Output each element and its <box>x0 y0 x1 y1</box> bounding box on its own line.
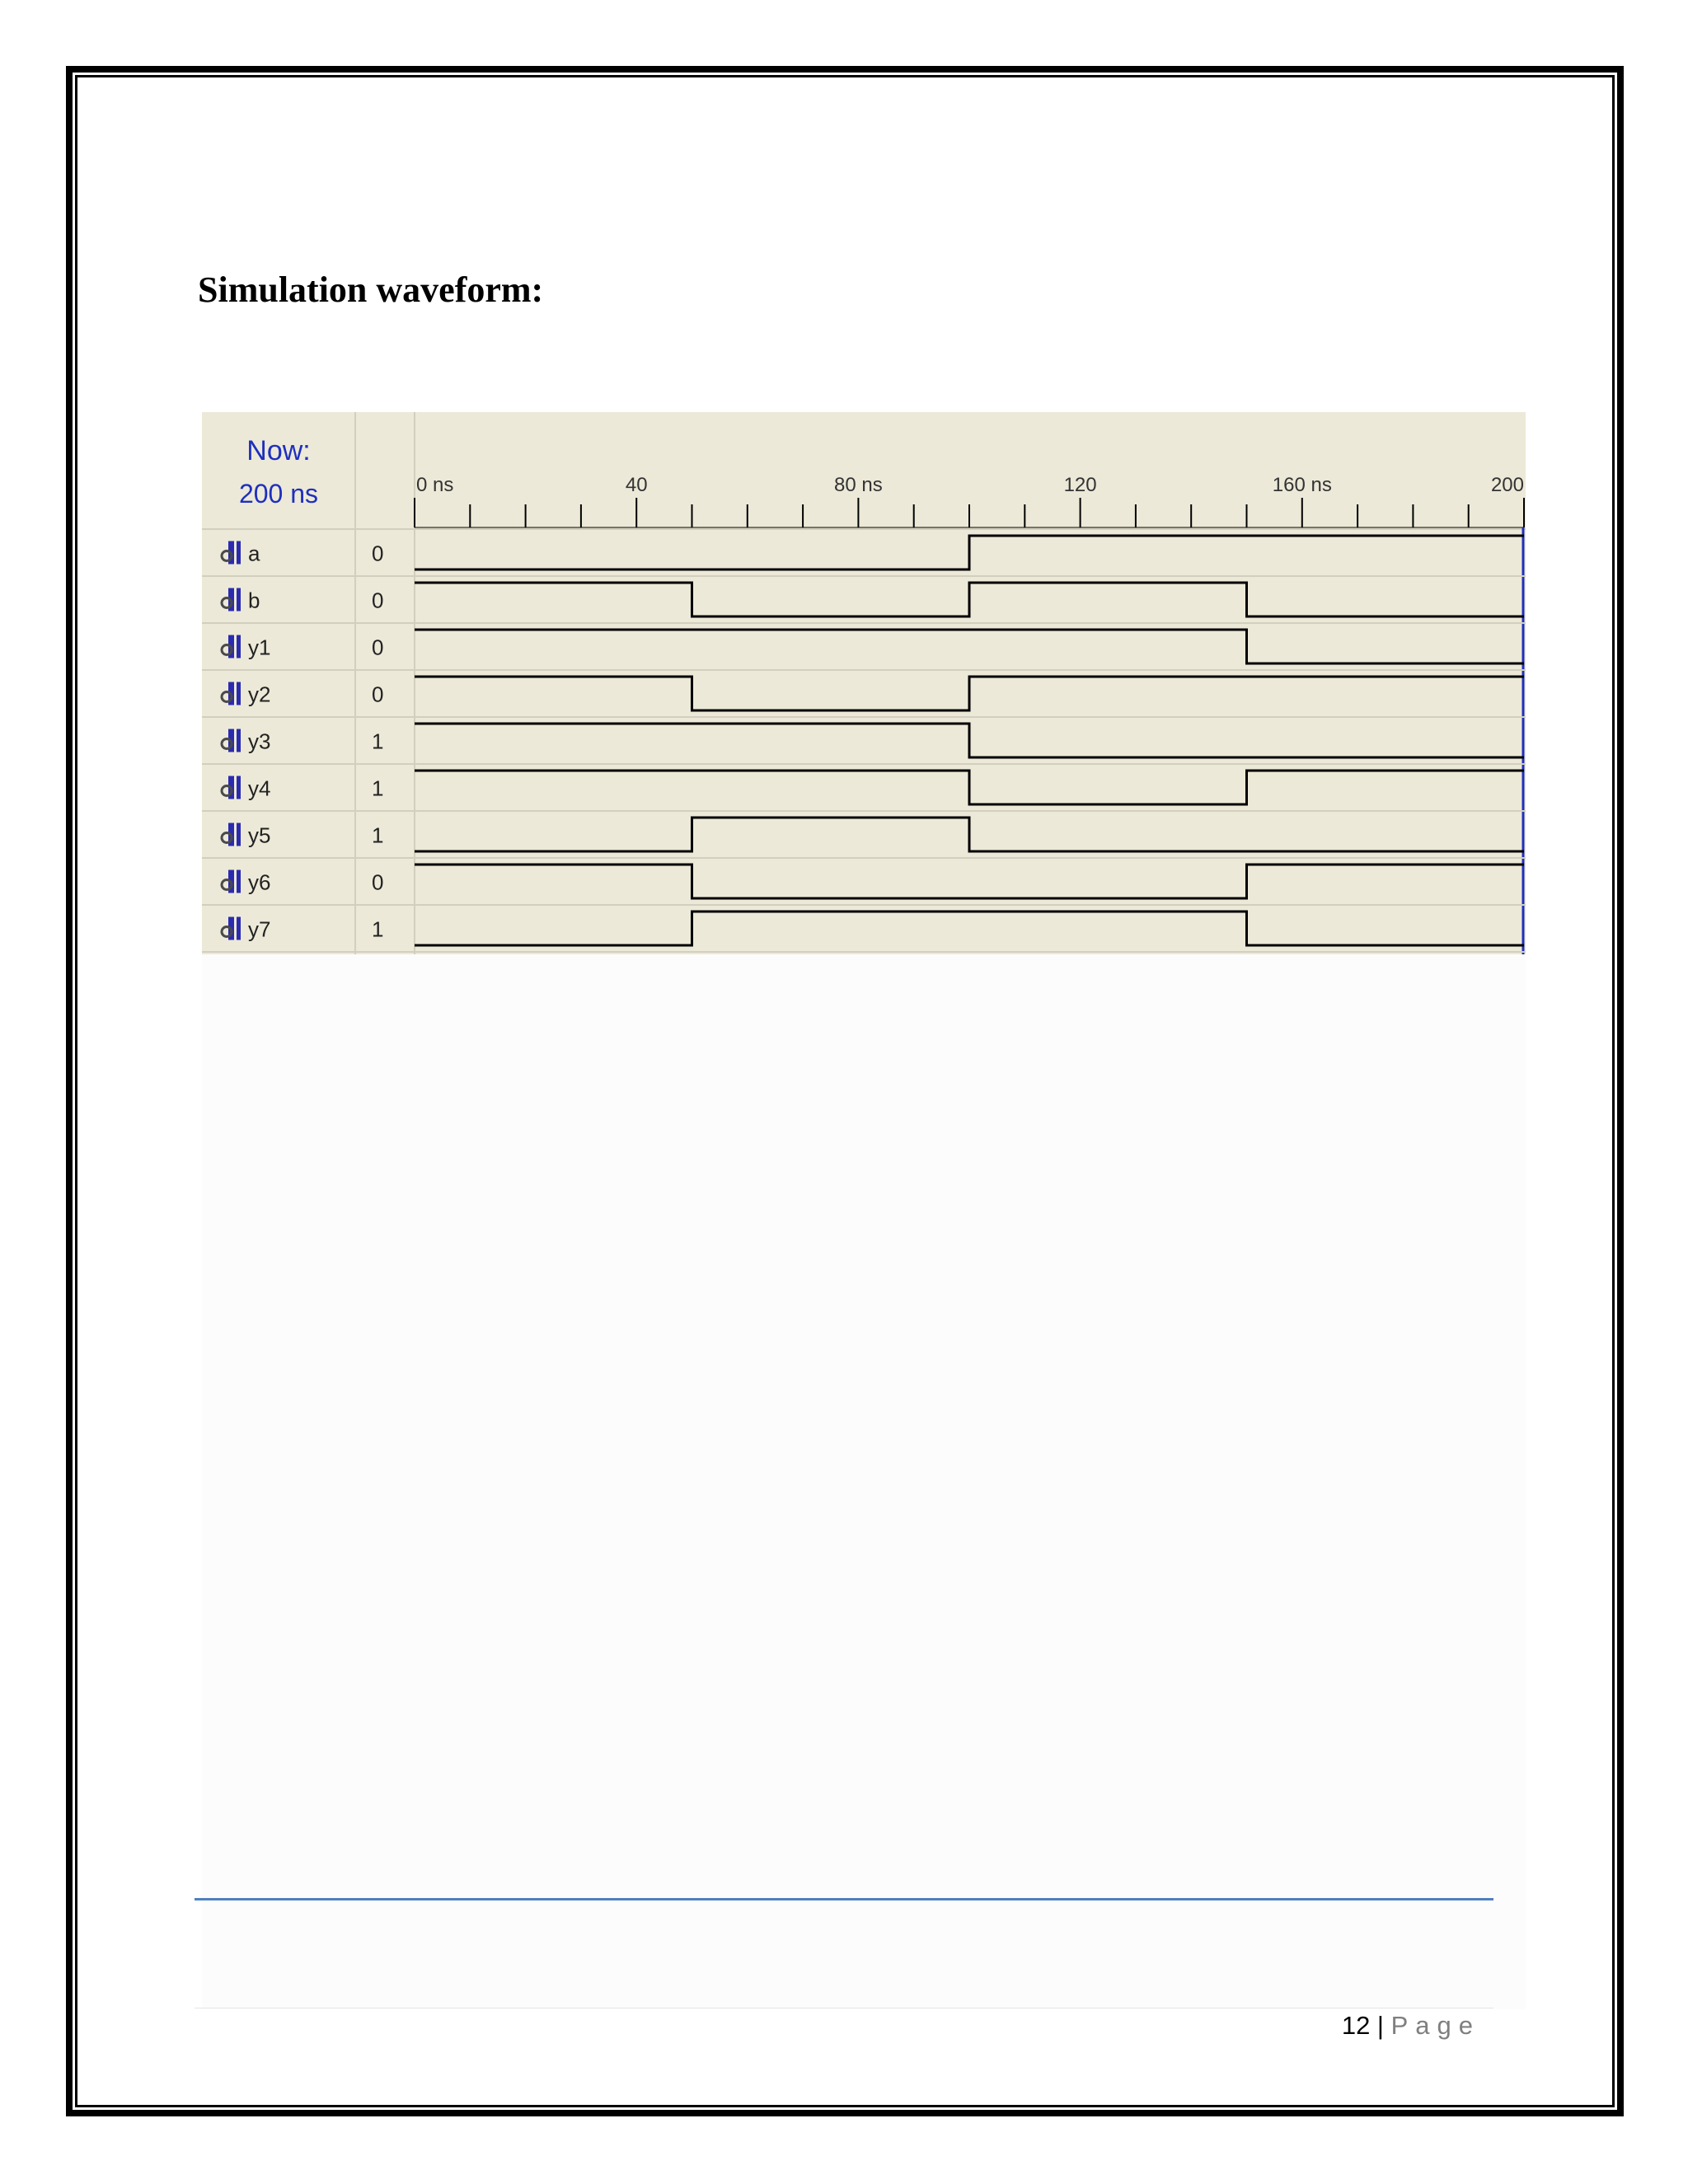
signal-name: a <box>248 541 260 566</box>
now-value: 200 ns <box>238 479 319 509</box>
footer-rule <box>195 1898 1493 1900</box>
page-number: 12 <box>1341 2011 1371 2040</box>
signal-waveform <box>415 630 1524 663</box>
signal-value: 0 <box>372 588 384 613</box>
signal-name: y3 <box>248 729 271 754</box>
time-tick-label: 160 ns <box>1272 474 1332 496</box>
section-heading: Simulation waveform: <box>198 269 544 310</box>
signal-value: 0 <box>372 541 384 566</box>
time-tick-label: 200 <box>1490 474 1524 496</box>
signal-waveform <box>415 818 1524 851</box>
signal-value: 1 <box>372 823 384 848</box>
signal-waveform <box>415 583 1524 616</box>
signal-icon <box>222 870 241 893</box>
signal-waveform <box>415 724 1524 757</box>
signal-name: y6 <box>248 869 271 895</box>
signal-name: y7 <box>248 916 271 942</box>
signal-icon <box>222 776 241 799</box>
page-footer <box>1342 2011 1480 2041</box>
signal-name: y2 <box>248 682 271 707</box>
signal-waveform <box>415 536 1524 569</box>
waveform-empty-area <box>202 954 1526 2009</box>
page-word: Page <box>1390 2011 1480 2040</box>
signal-name: y4 <box>248 776 271 801</box>
page-separator: | <box>1370 2011 1391 2040</box>
now-label: Now: <box>246 435 311 466</box>
waveform-canvas <box>202 412 1526 954</box>
signal-value: 0 <box>372 682 384 707</box>
time-tick-label: 80 ns <box>834 474 883 496</box>
time-tick-label: 40 <box>625 474 648 496</box>
time-tick-label: 120 <box>1063 474 1097 496</box>
waveform-viewer <box>202 412 1526 954</box>
signal-waveform <box>415 771 1524 804</box>
signal-icon <box>222 823 241 846</box>
signal-value: 0 <box>372 869 384 895</box>
signal-waveform <box>415 677 1524 710</box>
signal-value: 1 <box>372 776 384 801</box>
signal-value: 0 <box>372 635 384 660</box>
signal-icon <box>222 588 241 612</box>
signal-waveform <box>415 912 1524 945</box>
signal-waveform <box>415 865 1524 898</box>
signal-value: 1 <box>372 916 384 942</box>
signal-name: b <box>248 588 260 613</box>
signal-icon <box>222 917 241 940</box>
signal-name: y1 <box>248 635 271 660</box>
signal-name: y5 <box>248 823 271 848</box>
time-tick-label: 0 ns <box>416 474 454 496</box>
signal-value: 1 <box>372 729 384 754</box>
signal-icon <box>222 635 241 658</box>
signal-icon <box>222 682 241 705</box>
signal-icon <box>222 541 241 565</box>
signal-icon <box>222 729 241 752</box>
